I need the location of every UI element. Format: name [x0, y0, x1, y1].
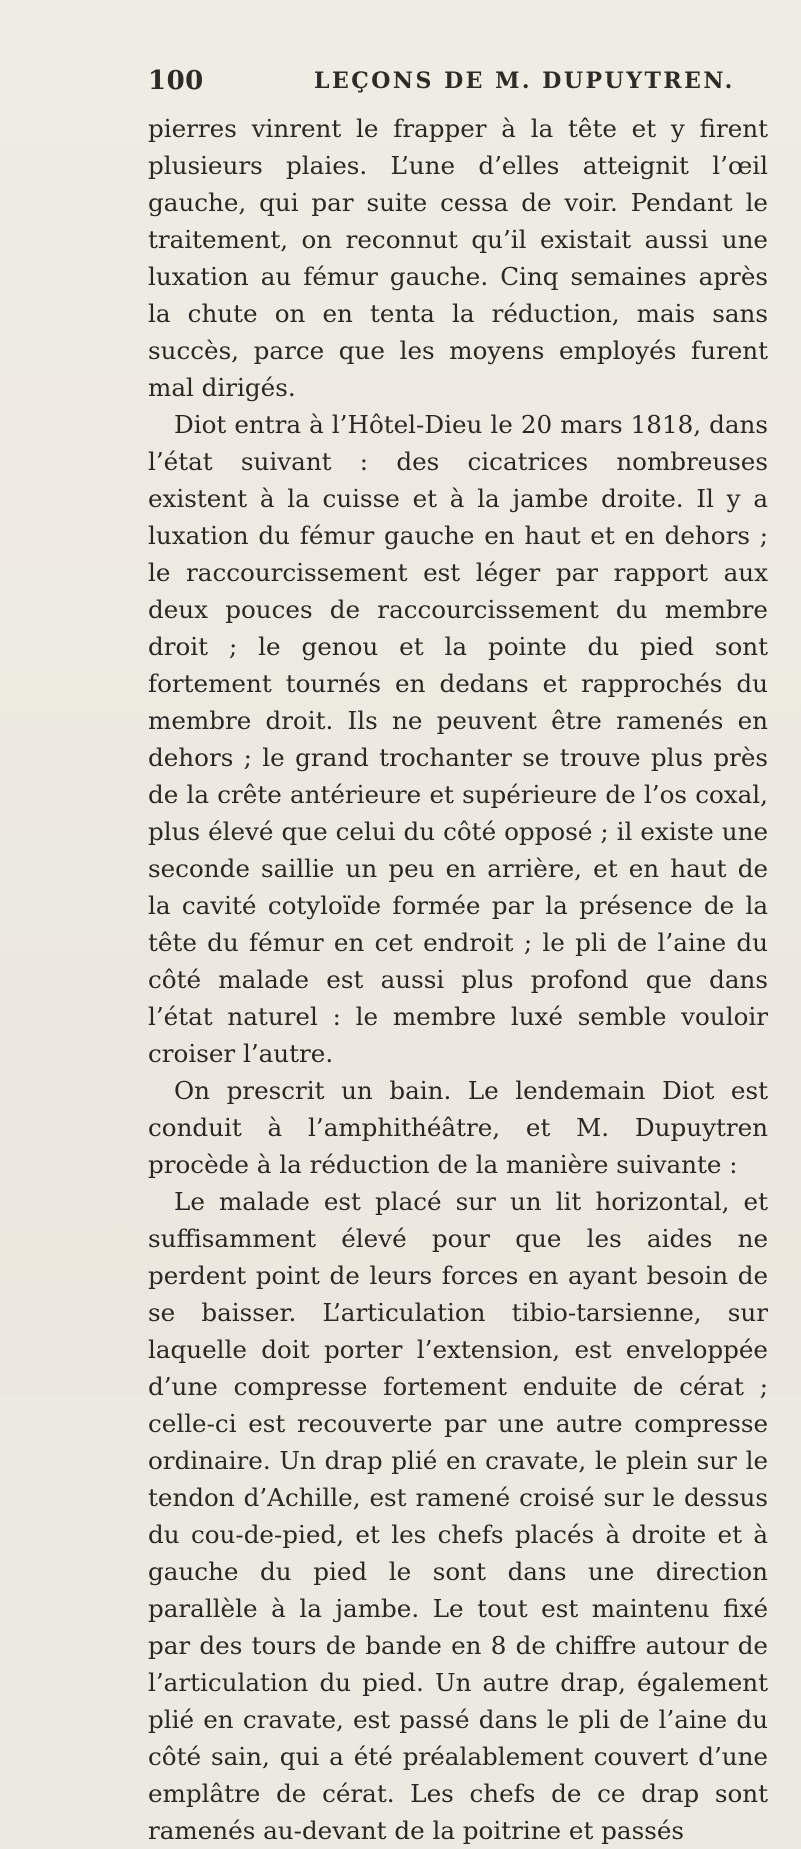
running-title: LEÇONS DE M. DUPUYTREN. — [314, 68, 735, 94]
running-header — [96, 62, 776, 102]
paragraph: Diot entra à l’Hôtel-Dieu le 20 mars 1818, dans l’état suivant : des cicatrices nombreuses existent à la cuisse et à la jambe droite. Il y a luxation du fémur gauche en haut et en dehors ; le raccourcissement est léger par rapport aux deux pouces de raccourcissement du membre droit ; le genou et la pointe du pied sont fortement tournés en dedans et rapprochés du membre droit. Ils ne peuvent être ramenés en dehors ; le grand trochanter se trouve plus près de la crête antérieure et supérieure de l’os coxal, plus élevé que celui du côté opposé ; il existe une seconde saillie un peu en arrière, et en haut de la cavité cotyloïde formée par la présence de la tête du fémur en cet endroit ; le pli de l’aine du côté malade est aussi plus profond que dans l’état naturel : le membre luxé semble vouloir croiser l’autre. — [148, 410, 768, 1068]
paragraph: Le malade est placé sur un lit horizontal, et suffisamment élevé pour que les aides ne perdent point de leurs forces en ayant besoin de se baisser. L’articulation tibio-tarsienne, sur laquelle doit porter l’extension, est enveloppée d’une compresse fortement enduite de cérat ; celle-ci est recouverte par une autre compresse ordinaire. Un drap plié en cravate, le plein sur le tendon d’Achille, est ramené croisé sur le dessus du cou-de-pied, et les chefs placés à droite et à gauche du pied le sont dans une direction parallèle à la jambe. Le tout est maintenu fixé par des tours de bande en 8 de chiffre autour de l’articulation du pied. Un autre drap, également plié en cravate, est passé dans le pli de l’aine du côté sain, qui a été préalablement couvert d’une emplâtre de cérat. Les chefs de ce drap sont ramenés au-devant de la poitrine et passés — [148, 1187, 768, 1845]
body-text — [148, 110, 768, 1849]
paragraph: On prescrit un bain. Le lendemain Diot est conduit à l’amphithéâtre, et M. Dupuytren procède à la réduction de la manière suivante : — [148, 1076, 768, 1179]
paragraph-continuation: pierres vinrent le frapper à la tête et y firent plusieurs plaies. L’une d’elles atteignit l’œil gauche, qui par suite cessa de voir. Pendant le traitement, on reconnut qu’il existait aussi une luxation au fémur gauche. Cinq semaines après la chute on en tenta la réduction, mais sans succès, parce que les moyens employés furent mal dirigés. — [148, 114, 768, 402]
page-number: 100 — [148, 66, 204, 96]
